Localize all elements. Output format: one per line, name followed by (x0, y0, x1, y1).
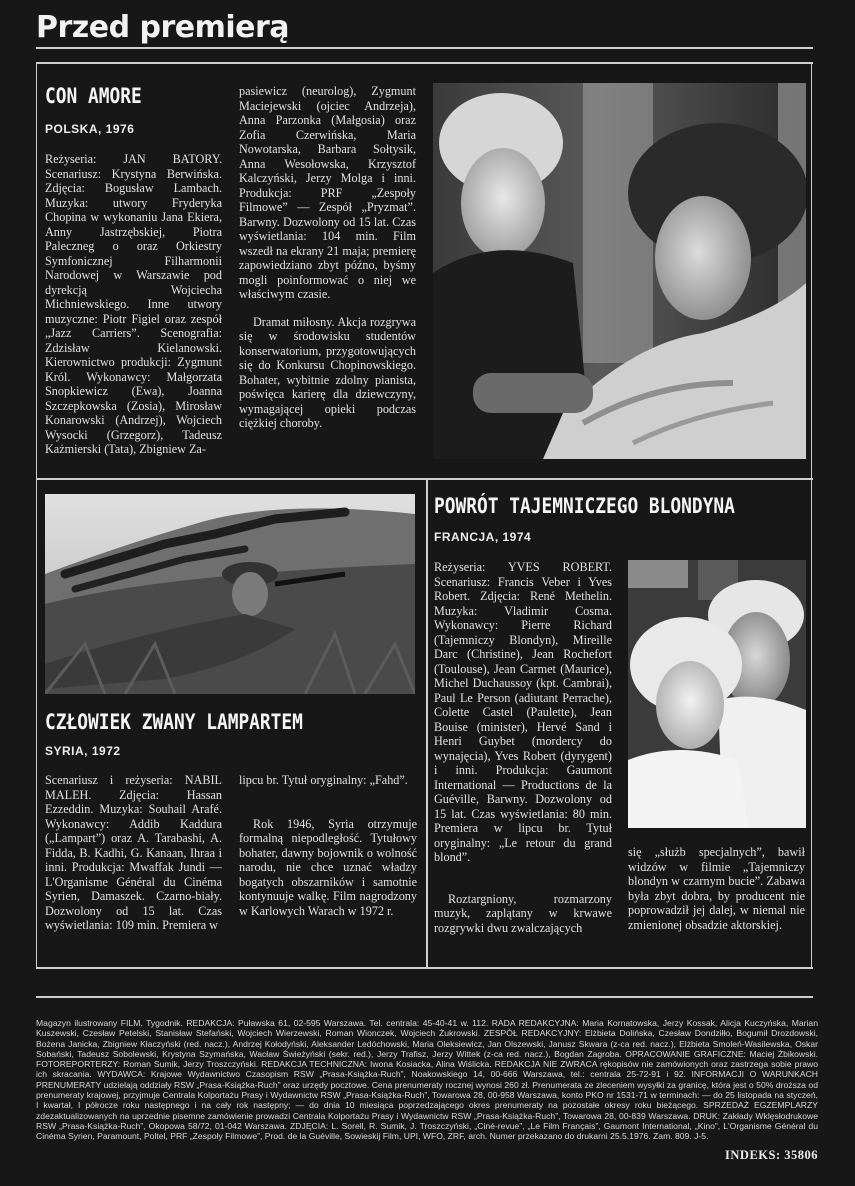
film-country-powrot-tajemniczego-blondyna: FRANCJA, 1974 (434, 530, 532, 544)
plot-summary-lampart: Rok 1946, Syria otrzymuje formalną niepodległość. Tytułowy bohater, dawny bojownik o wolność narodu, nie chce uznać władzy bogatych obszarników i samotnie kontynuuje walkę. Film nagrodzony w Karlowych Warach w 1972 r. (239, 816, 417, 918)
article-text-blondyn-col1 (434, 560, 612, 948)
film-country-con-amore: POLSKA, 1976 (45, 122, 135, 136)
column-divider (426, 478, 428, 967)
credits-continued-lampart: lipcu br. Tytuł oryginalny: „Fahd”. (239, 773, 408, 787)
imprint-text: Magazyn ilustrowany FILM. Tygodnik. REDAKCJA: Puławska 61, 02-595 Warszawa. Tel. centrala: 45-40-41 w. 112. RADA REDAKCYJNA: Maria Kornatowska, Jerzy Kossak, Alicja Kuczyńska, Marian Kuszewski, Czesław Petelski, Stanisław Stefański, Wojciech Wierzewski, Roman Wionczek, Wojciech Żukrowski. ZESPÓŁ REDAKCYJNY: Elżbieta Dolińska, Czesław Dondziłło, Bogumił Drozdowski, Bożena Janicka, Zbigniew Kłaczyński (red. nacz.), Andrzej Kołodyński, Aleksander Ledóchowski, Maria Oleksiewicz, Jan Olszewski, Janusz Skwara (z-ca red. nacz.), Elżbieta Smoleń-Wasilewska, Oskar Sobański, Tadeusz Sobolewski, Krystyna Szymańska, Wacław Świeżyński (sekr. red.), Jerzy Trafisz, Jerzy Wittek (z-ca red. nacz.), Bogdan Zagroba. OPRACOWANIE GRAFICZNE: Maciej Żbikowski. FOTOREPORTERZY: Roman Sumik, Jerzy Troszczyński. REDAKCJA TECHNICZNA: Iwona Kosiacka, Alina Wiślicka. REDAKCJA NIE ZWRACA rękopisów nie zamówionych oraz zastrzega sobie prawo ich skracania. WYDAWCA: Krajowe Wydawnictwo Czasopism RSW „Prasa-Książka-Ruch”, Noakowskiego 14, 00-666 Warszawa, tel.: centrala 25-72-91 i 92. INFORMACJI O WARUNKACH PRENUMERATY udzielają oddziały RSW „Prasa-Książka-Ruch” oraz urzędy pocztowe. Cena prenumeraty rocznej wynosi 260 zł. Prenumerata ze zleceniem wysyłki za granicę, która jest o 50% droższa od prenumeraty krajowej, przyjmuje Centrala Kolportażu Prasy i Wydawnictw RSW „Prasa-Książka-Ruch”, Towarowa 28, 00-958 Warszawa, konto PKO nr 1531-71 w terminach: — do 25 listopada na styczeń, I kwartał, I półrocze roku następnego i na cały rok następny; — do dnia 10 miesiąca poprzedzającego okres prenumeraty na pozostałe okresy roku bieżącego. SPRZEDAŻ EGZEMPLARZY zdezaktualizowanych na uprzednie pisemne zamówienie prowadzi Centrala Kolportażu Prasy i Wydawnictw RSW „Prasa-Książka-Ruch”, Towarowa 28, 00-839 Warszawa. DRUK: Zakłady Wklęsłodrukowe RSW „Prasa-Książka-Ruch”, Okopowa 58/72, 01-042 Warszawa. ZDJĘCIA: L. Sorell, R. Sumik, J. Troszczyński, „Ciné-revue”, „Le Film Français”, Gaumont International, „Kino”, L'Organisme Général du Cinéma Syrien, Paramount, Poltel, PRF „Zespoły Filmowe”, Prod. de la Guéville, Sowieskij Film, UPI, WFO, ZRF, arch. Numer przekazano do drukarni 25.5.1976. Zam. 809. J-5. (36, 1018, 818, 1142)
film-title-czlowiek-zwany-lampartem: CZŁOWIEK ZWANY LAMPARTEM (45, 710, 303, 734)
article-text-con-amore-col1: Reżyseria: JAN BATORY. Scenariusz: Krystyna Berwińska. Zdjęcia: Bogusław Lambach. Muzyka: utwory Fryderyka Chopina w wykonaniu Jana Ekiera, Anny Jastrzębskiej, Piotra Paleczneg o oraz Orkiestry Symfonicznej Filharmonii Narodowej w Warszawie pod dyrekcją Wojciecha Michniewskiego. Inne utwory muzyczne: Piotr Figiel oraz zespół „Jazz Carriers”. Scenografia: Zdzisław Kielanowski. Kierownictwo produkcji: Zygmunt Król. Wykonawcy: Małgorzata Snopkiewicz (Ewa), Joanna Szczepkowska (Zosia), Mirosław Konarowski (Andrzej), Wojciech Wysocki (Grzegorz), Tadeusz Każmierski (Tata), Zbigniew Za- (45, 152, 222, 456)
article-text-lampart-col2 (239, 773, 417, 931)
page-title: Przed premierą (36, 10, 290, 45)
photo-czlowiek-zwany-lampartem (45, 494, 415, 694)
section-divider (36, 478, 813, 480)
header-rule (36, 47, 813, 49)
frame-top-rule (36, 62, 813, 64)
photo-lampart-image (45, 494, 415, 694)
photo-con-amore-image (433, 83, 806, 459)
plot-summary-blondyn: Roztargniony, rozmarzony muzyk, zaplątany w krwawe rozgrywki dwu zwalczających (434, 891, 612, 935)
article-text-lampart-col1: Scenariusz i reżyseria: NABIL MALEH. Zdjęcia: Hassan Ezzeddin. Muzyka: Souhail Arafé. Wykonawcy: Addib Kaddura („Lampart”) oraz A. Tarabashi, A. Fidda, B. Kadhi, G. Kanaan, Ihraa i inni. Produkcja: Mwaffak Jundi — L'Organisme Général du Cinéma Syrien, Damaszek. Czarno-biały. Dozwolony od 15 lat. Czas wyświetlania: 109 min. Premiera w (45, 773, 222, 932)
article-text-con-amore-col2 (239, 84, 416, 444)
film-title-con-amore: CON AMORE (45, 84, 142, 108)
index-number: INDEKS: 35806 (725, 1148, 818, 1162)
article-text-blondyn-col2: się „służb specjalnych”, bawił widzów w filmie „Tajemniczy blondyn w czarnym bucie”. Zabawa była zbyt dobra, by producent nie poprowadził jej dalej, w niemal nie zmienionej obsadzie aktorskiej. (628, 845, 805, 932)
credits-blondyn: Reżyseria: YVES ROBERT. Scenariusz: Francis Veber i Yves Robert. Zdjęcia: René Methelin. Muzyka: Vladimir Cosma. Wykonawcy: Pierre Richard (Tajemniczy Blondyn), Mireille Darc (Christine), Jean Rochefort (Toulouse), Jean Carmet (Maurice), Michel Duchaussoy (kpt. Cambrai), Paul Le Person (adiutant Perrache), Colette Castel (Paulette), Jean Bouise (minister), Hervé Sand i Henri Guybet (mordercy do wynajęcia), Yves Robert (dyrygent) i inni. Produkcja: Gaumont International — Productions de la Guéville, Barwny. Dozwolony od 15 lat. Czas wyświetlania: 80 min. Premiera w lipcu br. Tytuł oryginalny: „Le retour du grand blond”. (434, 560, 612, 864)
frame-bottom-rule (36, 967, 813, 969)
photo-blondyn-image (628, 560, 806, 828)
photo-con-amore (433, 83, 806, 459)
credits-continued: pasiewicz (neurolog), Zygmunt Maciejewski (ojciec Andrzeja), Anna Parzonka (Małgosia) oraz Zofia Czerwińska, Maria Nowotarska, Barbara Sołtysik, Anna Wesołowska, Krzysztof Kalczyński, Jerzy Molga i inni. Produkcja: PRF „Zespoły Filmowe” — Zespół „Pryzmat”. Barwny. Dozwolony od 15 lat. Czas wyświetlania: 104 min. Film wszedł na ekrany 21 maja; premierę zapowiedziano zbyt późno, byśmy mogli poinformować o niej we właściwym czasie. (239, 84, 416, 301)
footer-rule (36, 996, 813, 998)
film-title-powrot-tajemniczego-blondyna: POWRÓT TAJEMNICZEGO BLONDYNA (434, 494, 735, 518)
photo-powrot-tajemniczego-blondyna (628, 560, 806, 828)
film-country-czlowiek-zwany-lampartem: SYRIA, 1972 (45, 744, 121, 758)
plot-summary: Dramat miłosny. Akcja rozgrywa się w środowisku studentów konserwatorium, przygotowujących się do Konkursu Chopinowskiego. Bohater, wybitnie zdolny pianista, poświęca karierę dla dziewczyny, wymagającej opieki podczas ciężkiej choroby. (239, 314, 416, 430)
